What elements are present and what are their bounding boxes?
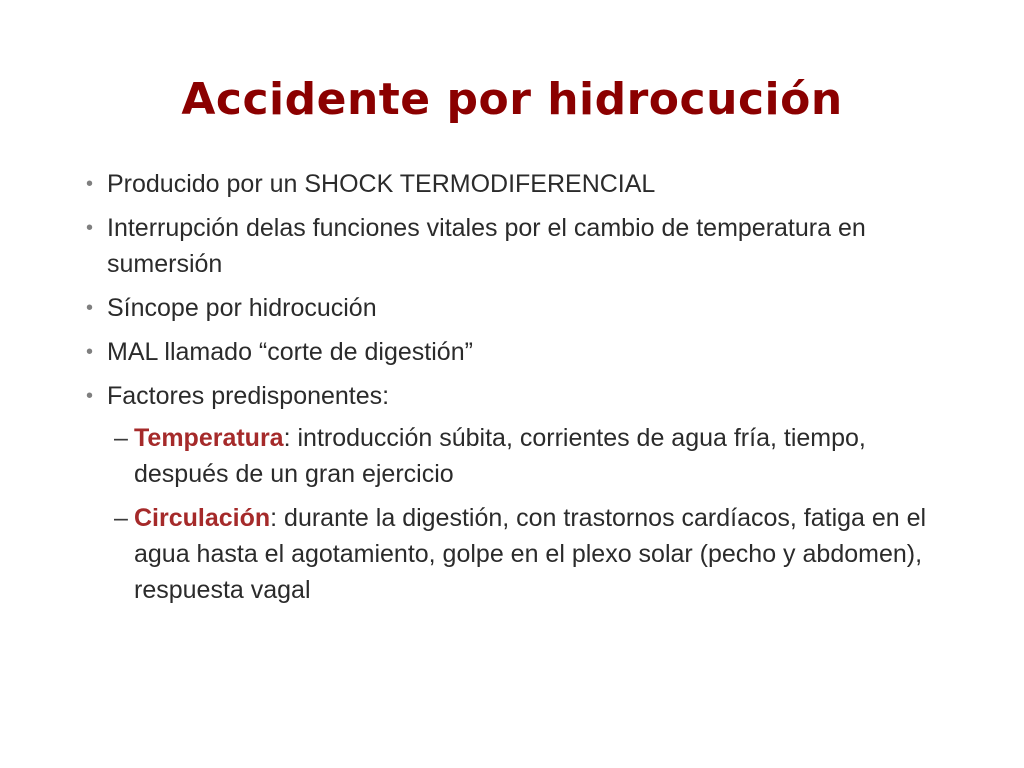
sub-bullet-text: : introducción súbita, corrientes de agua fría, tiempo, después de un gran ejercicio [134, 424, 866, 488]
sub-bullet-keyword: Circulación [134, 504, 271, 532]
slide-title: Accidente por hidrocución [181, 74, 843, 125]
bullet-icon: • [86, 341, 94, 363]
bullet-icon: • [86, 173, 94, 195]
bullet-text: Interrupción delas funciones vitales por el cambio de temperatura en sumersión [107, 214, 866, 278]
bullet-item [82, 334, 942, 370]
sub-bullet-item [82, 420, 942, 492]
bullet-icon: • [86, 297, 94, 319]
bullet-item [82, 290, 942, 326]
sub-bullet-list [82, 420, 942, 608]
sub-bullet-item [82, 500, 942, 608]
bullet-text: Producido por un SHOCK TERMODIFERENCIAL [107, 170, 656, 198]
bullet-icon: • [86, 217, 94, 239]
sub-bullet-text: : durante la digestión, con trastornos cardíacos, fatiga en el agua hasta el agotamiento, golpe en el plexo solar (pecho y abdomen), respuesta vagal [134, 504, 927, 604]
bullet-text: Síncope por hidrocución [107, 294, 377, 322]
dash-icon: – [114, 424, 128, 452]
bullet-item [82, 166, 942, 202]
bullet-item [82, 210, 942, 282]
bullet-icon: • [86, 385, 94, 407]
bullet-text: MAL llamado “corte de digestión” [107, 338, 473, 366]
bullet-text: Factores predisponentes: [107, 382, 390, 410]
slide-content [82, 166, 942, 616]
dash-icon: – [114, 504, 128, 532]
bullet-item [82, 378, 942, 608]
sub-bullet-keyword: Temperatura [134, 424, 284, 452]
bullet-list [82, 166, 942, 608]
